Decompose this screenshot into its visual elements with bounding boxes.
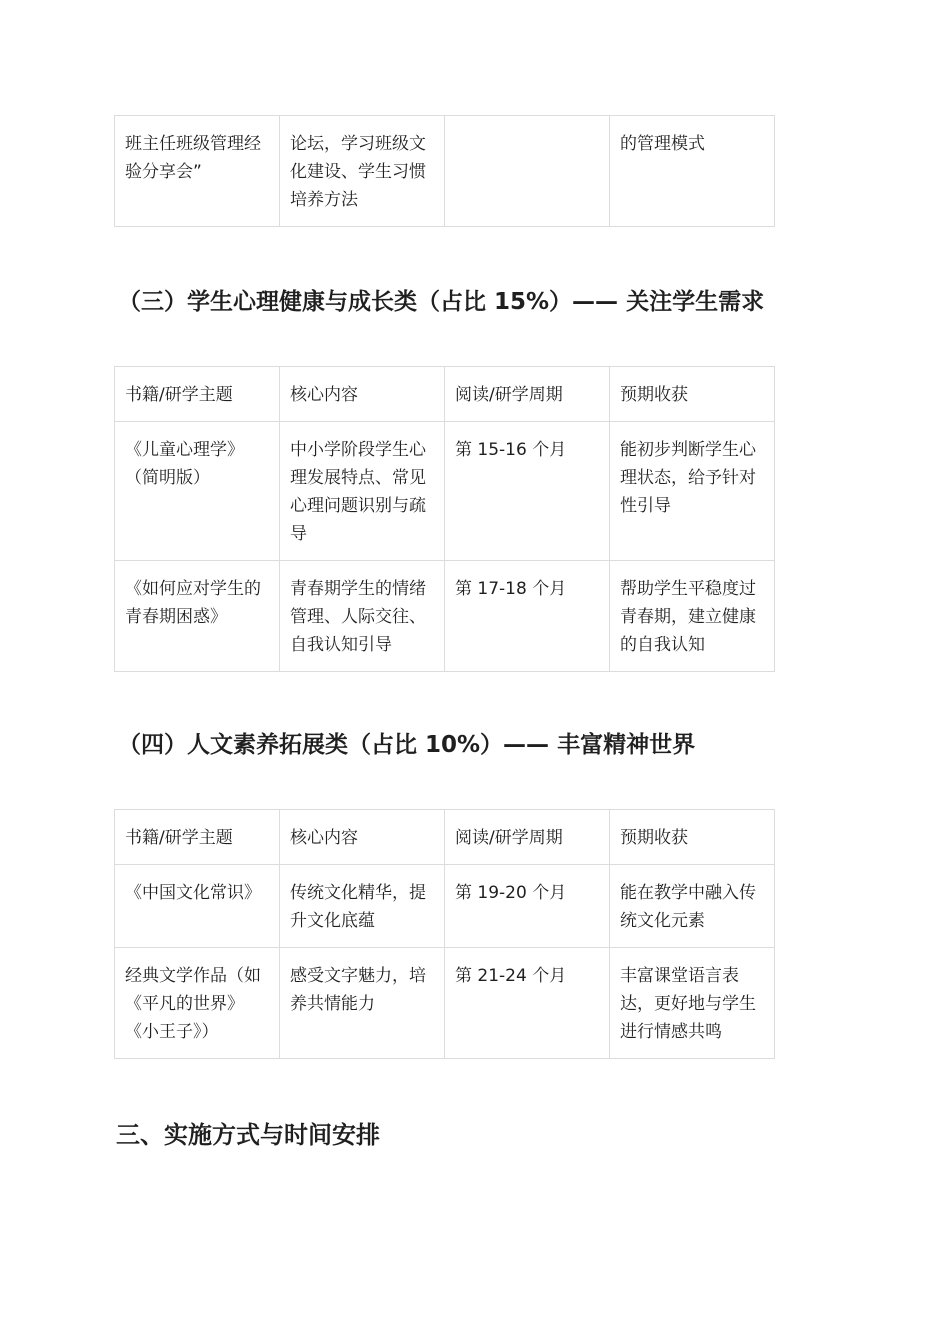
table-cell: 能在教学中融入传统文化元素: [610, 865, 775, 948]
column-header: 阅读/研学周期: [445, 810, 610, 865]
column-header: 预期收获: [610, 810, 775, 865]
table-cell: 帮助学生平稳度过青春期，建立健康的自我认知: [610, 561, 775, 672]
table-row: [115, 422, 775, 561]
table-cell: 青春期学生的情绪管理、人际交往、自我认知引导: [280, 561, 445, 672]
table-cell: 《儿童心理学》（简明版）: [115, 422, 280, 561]
section-heading-humanities: （四）人文素养拓展类（占比 10%）—— 丰富精神世界: [118, 732, 696, 758]
table-cell: [445, 116, 610, 227]
table-row: [115, 865, 775, 948]
table-cell: 中小学阶段学生心理发展特点、常见心理问题识别与疏导: [280, 422, 445, 561]
column-header: 核心内容: [280, 367, 445, 422]
table-header-row: [115, 810, 775, 865]
column-header: 核心内容: [280, 810, 445, 865]
table-cell: 论坛，学习班级文化建设、学生习惯培养方法: [280, 116, 445, 227]
column-header: 书籍/研学主题: [115, 810, 280, 865]
table-row: [115, 116, 775, 227]
table-cell: 能初步判断学生心理状态，给予针对性引导: [610, 422, 775, 561]
table-cell: 《如何应对学生的青春期困惑》: [115, 561, 280, 672]
section-heading-implementation: 三、实施方式与时间安排: [116, 1121, 380, 1149]
section-heading-psychology: （三）学生心理健康与成长类（占比 15%）—— 关注学生需求: [118, 289, 765, 315]
table-humanities: [114, 809, 775, 1059]
table-cell: 《中国文化常识》: [115, 865, 280, 948]
table-header-row: [115, 367, 775, 422]
table-cell: 第 17-18 个月: [445, 561, 610, 672]
table-cell: 第 19-20 个月: [445, 865, 610, 948]
table-cell: 经典文学作品（如《平凡的世界》《小王子》）: [115, 948, 280, 1059]
table-psychology: [114, 366, 775, 672]
table-cell: 班主任班级管理经验分享会”: [115, 116, 280, 227]
table-row: [115, 948, 775, 1059]
table-cell: 第 21-24 个月: [445, 948, 610, 1059]
column-header: 书籍/研学主题: [115, 367, 280, 422]
column-header: 阅读/研学周期: [445, 367, 610, 422]
table-cell: 感受文字魅力，培养共情能力: [280, 948, 445, 1059]
table-continued: [114, 115, 775, 227]
table-cell: 的管理模式: [610, 116, 775, 227]
table-cell: 传统文化精华，提升文化底蕴: [280, 865, 445, 948]
table-cell: 丰富课堂语言表达，更好地与学生进行情感共鸣: [610, 948, 775, 1059]
table-row: [115, 561, 775, 672]
column-header: 预期收获: [610, 367, 775, 422]
table-cell: 第 15-16 个月: [445, 422, 610, 561]
